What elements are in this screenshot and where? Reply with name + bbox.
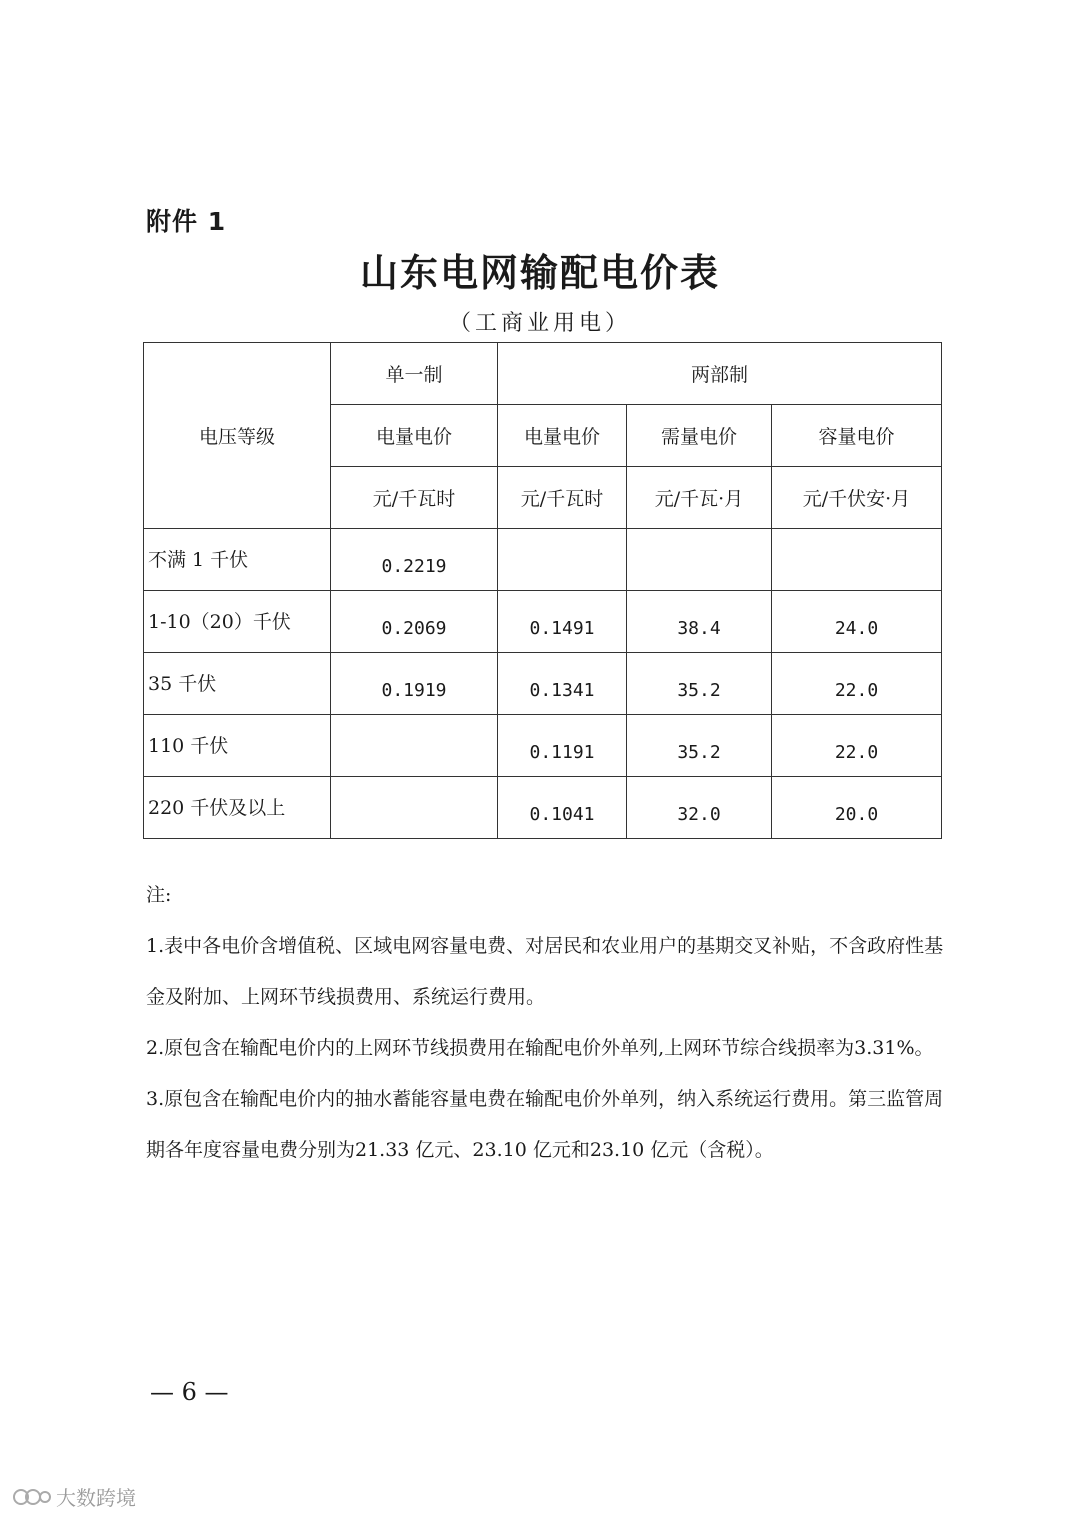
single-energy-price: 0.1919	[331, 653, 498, 715]
demand-price	[627, 529, 772, 591]
single-energy-price	[331, 777, 498, 839]
demand-header: 需量电价	[627, 405, 772, 467]
capacity-price: 24.0	[772, 591, 942, 653]
demand-price: 35.2	[627, 715, 772, 777]
notes-section	[146, 870, 956, 1176]
voltage-level: 110 千伏	[144, 715, 331, 777]
demand-price: 35.2	[627, 653, 772, 715]
energy-price: 0.1041	[498, 777, 627, 839]
note-item: 2.原包含在输配电价内的上网环节线损费用在输配电价外单列,上网环节综合线损率为3.31%。	[146, 1037, 934, 1059]
single-energy-price	[331, 715, 498, 777]
table-row	[144, 777, 942, 839]
capacity-price: 22.0	[772, 715, 942, 777]
voltage-level: 不满 1 千伏	[144, 529, 331, 591]
watermark-text: 大数跨境	[56, 1486, 136, 1510]
single-energy-header: 电量电价	[331, 405, 498, 467]
watermark	[12, 1482, 136, 1511]
energy-price: 0.1491	[498, 591, 627, 653]
table-header-row	[144, 343, 942, 405]
note-item: 3.原包含在输配电价内的抽水蓄能容量电费在输配电价外单列，纳入系统运行费用。第三监管周期各年度容量电费分别为21.33 亿元、23.10 亿元和23.10 亿元（含税）。	[146, 1088, 944, 1161]
single-energy-price: 0.2219	[331, 529, 498, 591]
capacity-price: 20.0	[772, 777, 942, 839]
table-row	[144, 529, 942, 591]
energy-price: 0.1341	[498, 653, 627, 715]
demand-price: 32.0	[627, 777, 772, 839]
capacity-price: 22.0	[772, 653, 942, 715]
demand-price: 38.4	[627, 591, 772, 653]
demand-unit: 元/千瓦·月	[627, 467, 772, 529]
page-subtitle: （工商业用电）	[448, 311, 631, 336]
single-energy-unit: 元/千瓦时	[331, 467, 498, 529]
page-title: 山东电网输配电价表	[359, 250, 720, 295]
single-system-header: 单一制	[331, 343, 498, 405]
table-row	[144, 591, 942, 653]
two-part-energy-header: 电量电价	[498, 405, 627, 467]
two-part-energy-unit: 元/千瓦时	[498, 467, 627, 529]
single-energy-price: 0.2069	[331, 591, 498, 653]
table-row	[144, 715, 942, 777]
voltage-level: 220 千伏及以上	[144, 777, 331, 839]
voltage-level: 1-10（20）千伏	[144, 591, 331, 653]
page-number: — 6 —	[150, 1378, 229, 1406]
annex-label: 附件 1	[146, 207, 227, 236]
capacity-unit: 元/千伏安·月	[772, 467, 942, 529]
price-table	[143, 342, 942, 839]
energy-price	[498, 529, 627, 591]
notes-heading: 注:	[146, 884, 172, 906]
capacity-price	[772, 529, 942, 591]
voltage-header: 电压等级	[144, 343, 331, 529]
energy-price: 0.1191	[498, 715, 627, 777]
note-item: 1.表中各电价含增值税、区域电网容量电费、对居民和农业用户的基期交叉补贴，不含政府性基金及附加、上网环节线损费用、系统运行费用。	[146, 935, 944, 1008]
logo-icon	[12, 1484, 52, 1510]
capacity-header: 容量电价	[772, 405, 942, 467]
two-part-system-header: 两部制	[498, 343, 942, 405]
voltage-level: 35 千伏	[144, 653, 331, 715]
table-row	[144, 653, 942, 715]
